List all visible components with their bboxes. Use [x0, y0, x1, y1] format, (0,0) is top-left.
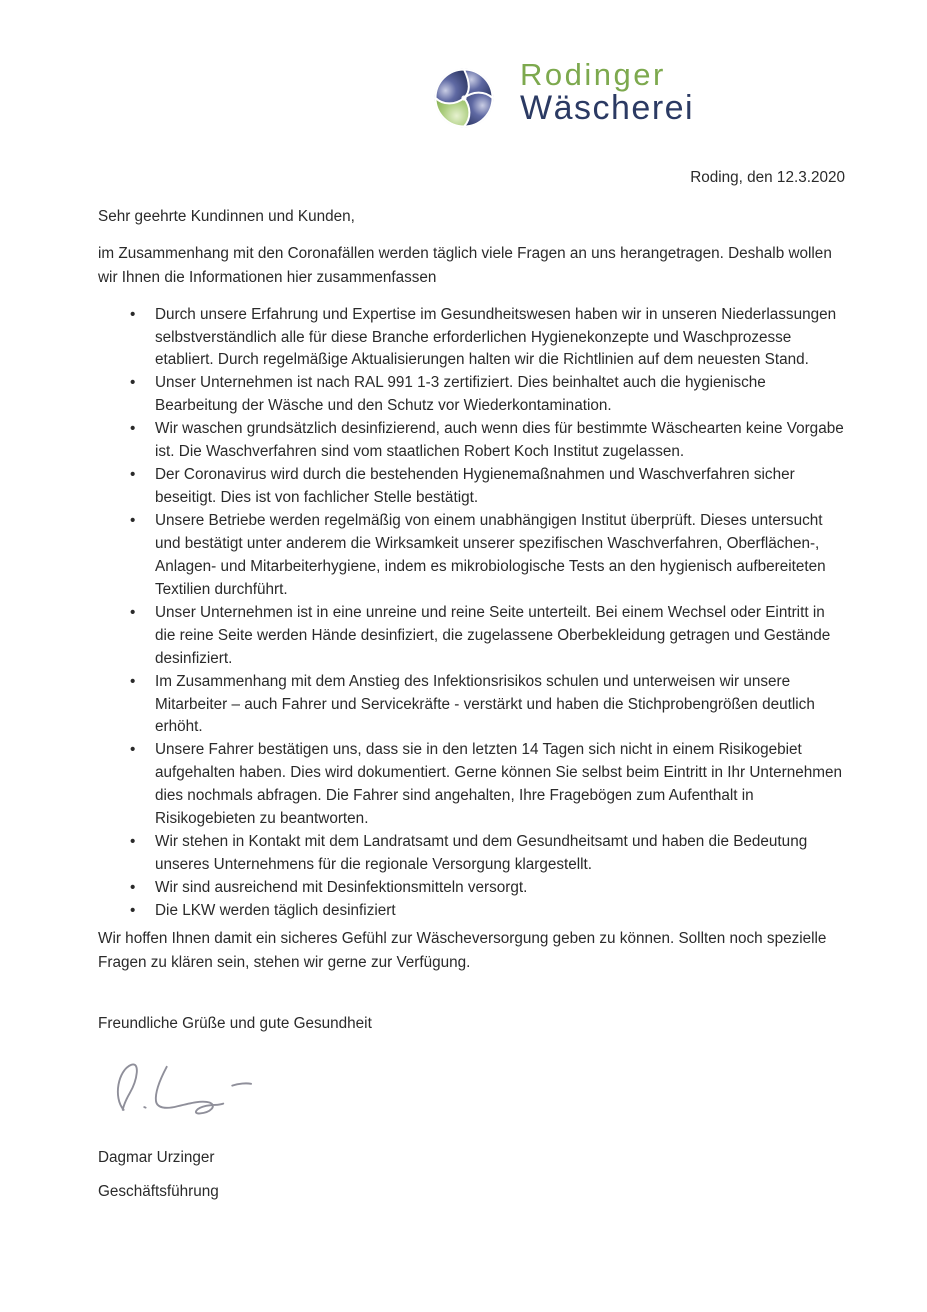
sender-title: Geschäftsführung — [98, 1182, 219, 1200]
bullet-item — [128, 602, 845, 671]
bullet-item-text: Unser Unternehmen ist in eine unreine und reine Seite unterteilt. Bei einem Wechsel oder Eintritt in die reine Seite werden Hände desinfiziert, die zugelassene Oberbekleidung getragen und Gestände desinfiziert. — [155, 603, 831, 667]
regards-line: Freundliche Grüße und gute Gesundheit — [98, 1014, 372, 1032]
bullet-item-text: Durch unsere Erfahrung und Expertise im Gesundheitswesen haben wir in unseren Niederlassungen selbstverständlich alle für diese Branche erforderlichen Hygienekonzepte und Waschprozesse etabliert. Durch regelmäßige Aktualisierungen halten wir die Richtlinien auf dem neuesten Stand. — [155, 305, 837, 369]
bullet-item — [128, 877, 845, 900]
salutation: Sehr geehrte Kundinnen und Kunden, — [98, 207, 355, 225]
bullet-item-text: Wir sind ausreichend mit Desinfektionsmitteln versorgt. — [155, 879, 528, 897]
bullet-item-text: Im Zusammenhang mit dem Anstieg des Infektionsrisikos schulen und unterweisen wir unsere Mitarbeiter – auch Fahrer und Servicekräfte - verstärkt und haben die Stichprobengrößen deutlich erhöht. — [155, 672, 815, 736]
bullet-item-text: Unser Unternehmen ist nach RAL 991 1-3 zertifiziert. Dies beinhaltet auch die hygienische Bearbeitung der Wäsche und den Schutz vor Wiederkontamination. — [155, 374, 766, 415]
intro-paragraph: im Zusammenhang mit den Coronafällen werden täglich viele Fragen an uns herangetragen. Deshalb wollen wir Ihnen die Informationen hier zusammenfassen — [98, 244, 832, 286]
handwritten-signature-icon — [98, 1056, 318, 1126]
bullet-item — [128, 372, 845, 418]
brand-logo — [426, 57, 845, 143]
bullet-item-text: Wir stehen in Kontakt mit dem Landratsamt und dem Gesundheitsamt und haben die Bedeutung unseres Unternehmens für die regionale Versorgung klargestellt. — [155, 833, 808, 874]
bullet-item-text: Unsere Betriebe werden regelmäßig von einem unabhängigen Institut überprüft. Dieses untersucht und bestätigt unter anderem die Wirksamkeit unserer spezifischen Waschverfahren, Oberflächen-, Anlagen- und Mitarbeiterhygiene, indem es mikrobiologische Tests an den hygienisch aufbereiteten Textilien durchführt. — [155, 512, 826, 598]
bullet-item-text: Die LKW werden täglich desinfiziert — [155, 901, 396, 919]
brand-name-line2: Wäscherei — [520, 89, 695, 128]
closing-paragraph: Wir hoffen Ihnen damit ein sicheres Gefühl zur Wäscheversorgung geben zu können. Sollten noch spezielle Fragen zu klären sein, stehen wir gerne zur Verfügung. — [98, 929, 827, 971]
bullet-item-text: Wir waschen grundsätzlich desinfizierend, auch wenn dies für bestimmte Wäschearten keine Vorgabe ist. Die Waschverfahren sind vom staatlichen Robert Koch Institut zugelassen. — [155, 420, 844, 461]
brand-logo-sphere-icon — [426, 60, 502, 136]
bullet-item-text: Der Coronavirus wird durch die bestehenden Hygienemaßnahmen und Waschverfahren sicher beseitigt. Dies ist von fachlicher Stelle bestätigt. — [155, 466, 795, 507]
bullet-list — [98, 304, 845, 923]
bullet-item — [128, 464, 845, 510]
date-line: Roding, den 12.3.2020 — [690, 169, 845, 186]
bullet-item — [128, 739, 845, 831]
bullet-item-text: Unsere Fahrer bestätigen uns, dass sie in den letzten 14 Tagen sich nicht in einem Risikogebiet aufgehalten haben. Dies wird dokumentiert. Gerne können Sie selbst beim Eintritt in Ihr Unternehmen dies nochmals abfragen. Die Fahrer sind angehalten, Ihre Fragebögen zum Aufenthalt in Risikogebieten zu beantworten. — [155, 741, 843, 828]
sender-name: Dagmar Urzinger — [98, 1148, 215, 1166]
bullet-item — [128, 510, 845, 602]
brand-name-line1: Rodinger — [520, 57, 666, 92]
bullet-item — [128, 304, 845, 373]
bullet-item — [128, 671, 845, 740]
bullet-item — [128, 831, 845, 877]
brand-wordmark — [520, 57, 694, 127]
bullet-item — [128, 418, 845, 464]
bullet-item — [128, 900, 845, 923]
